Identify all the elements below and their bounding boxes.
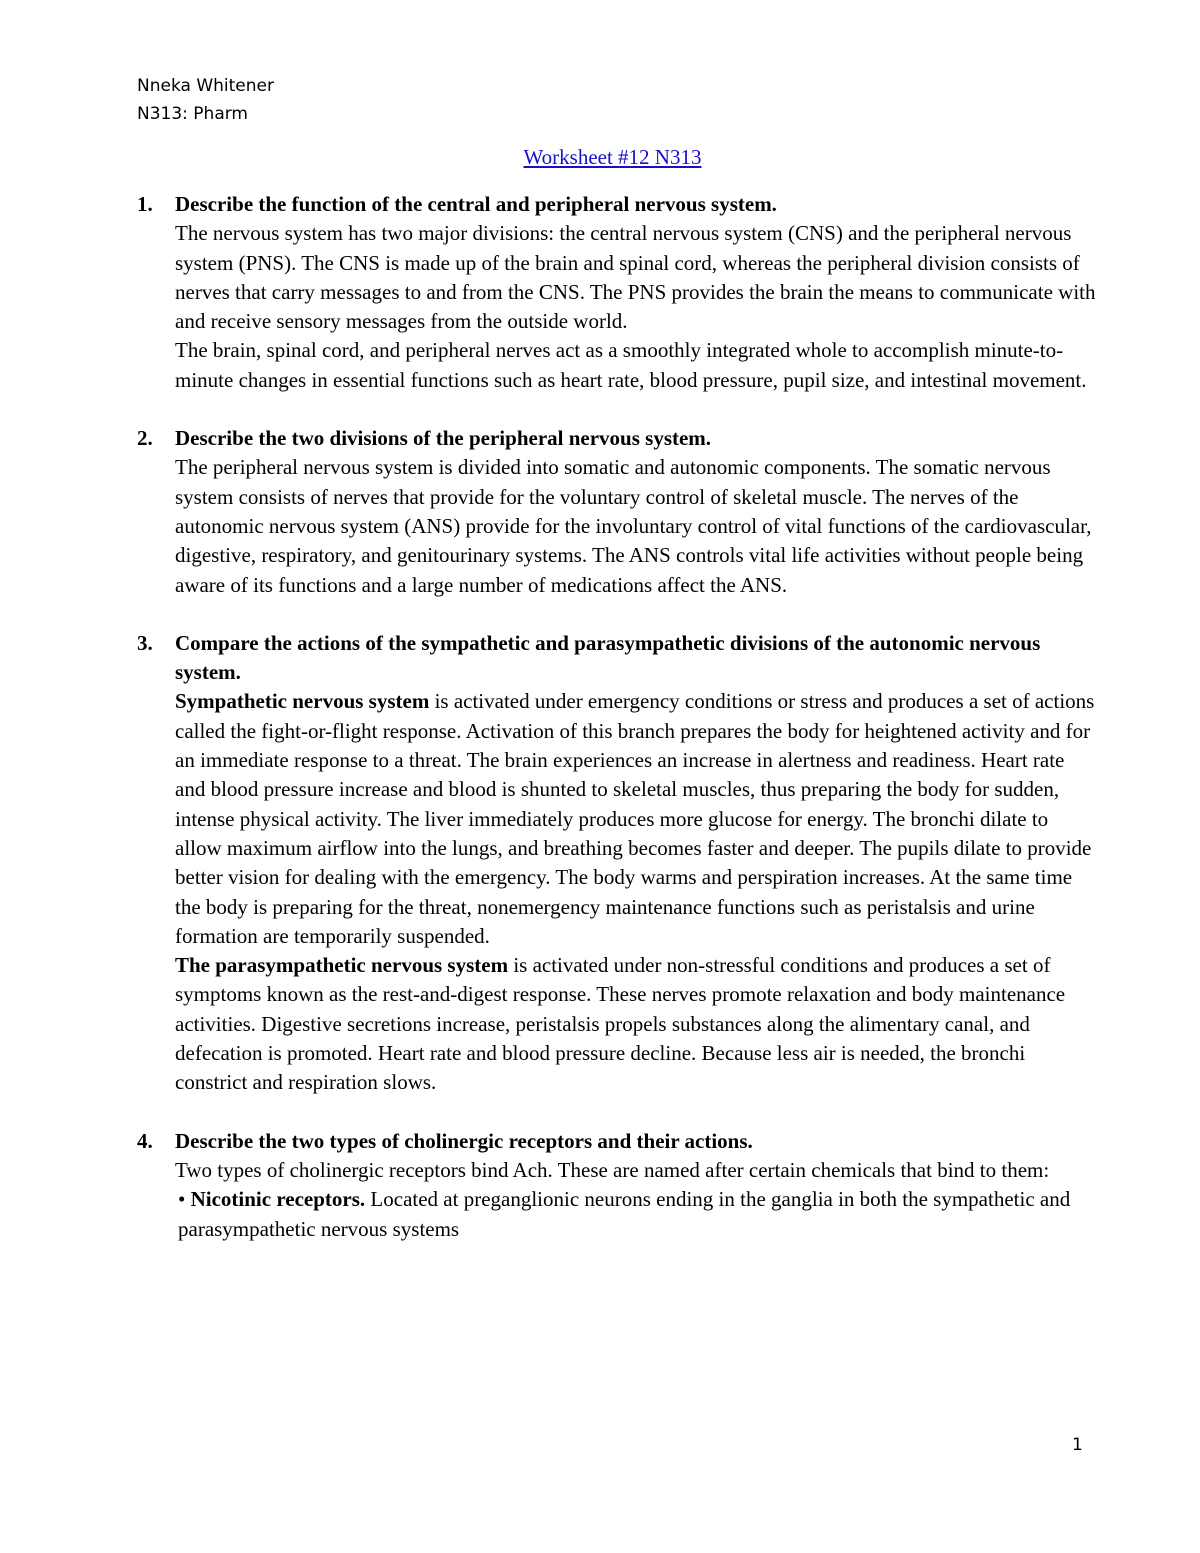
worksheet-body xyxy=(137,190,1097,1244)
answer-paragraph: Two types of cholinergic receptors bind Ach. These are named after certain chemicals that bind to them: xyxy=(175,1157,1050,1182)
worksheet-title: Worksheet #12 N313 xyxy=(523,145,702,169)
parasympathetic-term: The parasympathetic nervous system xyxy=(175,953,509,978)
parasympathetic-paragraph xyxy=(175,951,1097,1097)
sympathetic-description: is activated under emergency conditions or stress and produces a set of actions called the fight-or-flight response. Activation of this branch prepares the body for heightened activity and for an immediate response to a threat. The brain experiences an increase in alertness and readiness. Heart rate and blood pressure increase and blood is shunted to skeletal muscles, thus preparing the body for sudden, intense physical activity. The liver immediately produces more glucose for energy. The bronchi dilate to allow maximum airflow into the lungs, and breathing becomes faster and deeper. The pupils dilate to provide better vision for dealing with the emergency. The body warms and perspiration increases. At the same time the body is preparing for the threat, nonemergency maintenance functions such as peristalsis and urine formation are temporarily suspended. xyxy=(175,689,1095,948)
sympathetic-paragraph xyxy=(175,687,1097,951)
question-text: Compare the actions of the sympathetic and parasympathetic divisions of the autonomic nervous system. xyxy=(175,630,1041,685)
document-header xyxy=(137,72,274,128)
nicotinic-description: Located at preganglionic neurons ending in the ganglia in both the sympathetic and parasympathetic nervous systems xyxy=(178,1187,1071,1241)
answer-paragraph: The brain, spinal cord, and peripheral nerves act as a smoothly integrated whole to accomplish minute-to-minute changes in essential functions such as heart rate, blood pressure, pupil size, and intestinal movement. xyxy=(175,338,1087,392)
question-number: 2. xyxy=(137,426,153,451)
list-item xyxy=(175,1185,1097,1244)
question-4 xyxy=(137,1127,1097,1244)
nicotinic-term: Nicotinic receptors. xyxy=(190,1187,366,1212)
course-name: N313: Pharm xyxy=(137,104,248,124)
question-2 xyxy=(137,424,1097,600)
author-name: Nneka Whitener xyxy=(137,76,274,96)
question-1 xyxy=(137,190,1097,395)
bullet-icon: • xyxy=(178,1187,186,1212)
question-number: 4. xyxy=(137,1128,153,1153)
answer-paragraph: The nervous system has two major divisions: the central nervous system (CNS) and the peripheral nervous system (PNS). The CNS is made up of the brain and spinal cord, whereas the peripheral division consists of nerves that carry messages to and from the CNS. The PNS provides the brain the means to communicate with and receive sensory messages from the outside world. xyxy=(175,221,1096,334)
question-text: Describe the two divisions of the peripheral nervous system. xyxy=(175,426,712,451)
page-number: 1 xyxy=(1072,1435,1083,1455)
sympathetic-term: Sympathetic nervous system xyxy=(175,689,430,714)
question-number: 1. xyxy=(137,192,153,216)
parasympathetic-description: is activated under non-stressful conditions and produces a set of symptoms known as the rest-and-digest response. These nerves promote relaxation and body maintenance activities. Digestive secretions increase, peristalsis propels substances along the alimentary canal, and defecation is promoted. Heart rate and blood pressure decline. Because less air is needed, the bronchi constrict and respiration slows. xyxy=(175,953,1066,1095)
answer-paragraph: The peripheral nervous system is divided into somatic and autonomic components. The somatic nervous system consists of nerves that provide for the voluntary control of skeletal muscle. The nerves of the autonomic nervous system (ANS) provide for the involuntary control of vital functions of the cardiovascular, digestive, respiratory, and genitourinary systems. The ANS controls vital life activities without people being aware of its functions and a large number of medications affect the ANS. xyxy=(175,455,1092,597)
question-3 xyxy=(137,629,1097,1098)
question-number: 3. xyxy=(137,630,153,655)
question-text: Describe the function of the central and peripheral nervous system. xyxy=(175,192,777,216)
question-text: Describe the two types of cholinergic receptors and their actions. xyxy=(175,1128,753,1153)
